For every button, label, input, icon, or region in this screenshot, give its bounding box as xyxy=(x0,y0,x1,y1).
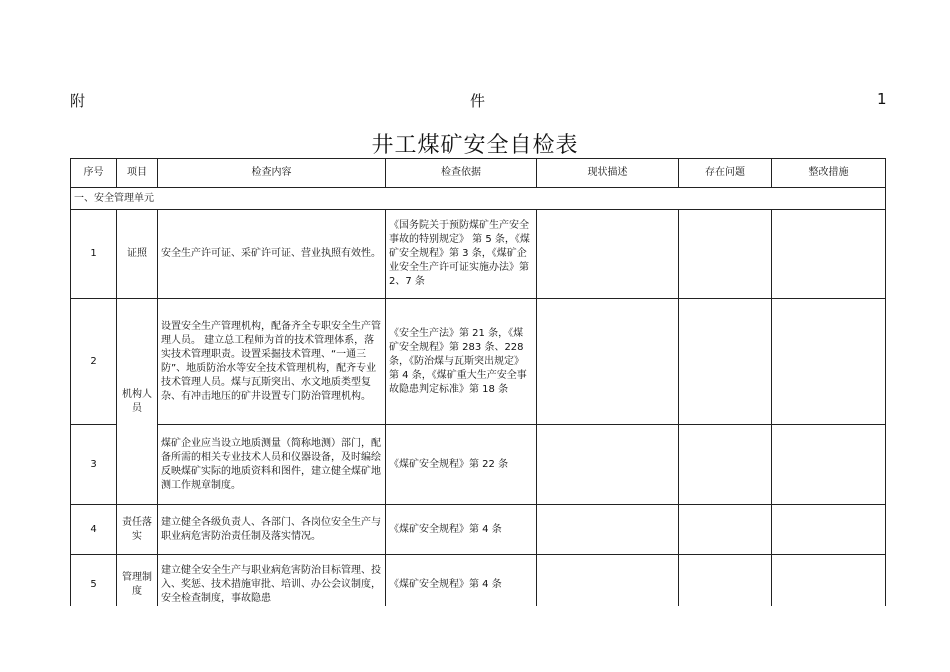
row-status-cell xyxy=(537,210,679,299)
header-no: 序号 xyxy=(71,159,117,188)
row-content: 设置安全生产管理机构，配备齐全专职安全生产管理人员。 建立总工程师为首的技术管理体系，落实技术管理职责。设置采掘技术管理、“一通三防”、地质防治水等安全技术管理机构，配齐专业技术管理人员。煤与瓦斯突出、水文地质类型复杂、有冲击地压的矿井设置专门防治管理机构。 xyxy=(158,299,386,425)
row-basis: 《国务院关于预防煤矿生产安全事故的特别规定》 第 5 条，《煤矿安全规程》第 3 条，《煤矿企业安全生产许可证实施办法》第 2、7 条 xyxy=(386,210,537,299)
row-measures-cell xyxy=(772,425,886,505)
row-number: 1 xyxy=(71,210,117,299)
page-bottom-margin xyxy=(0,606,950,672)
row-content: 煤矿企业应当设立地质测量（简称地测）部门，配备所需的相关专业技术人员和仪器设备，及时编绘反映煤矿实际的地质资料和图件，建立健全煤矿地测工作规章制度。 xyxy=(158,425,386,505)
header-status: 现状描述 xyxy=(537,159,679,188)
row-issues-cell xyxy=(679,425,772,505)
row-number: 3 xyxy=(71,425,117,505)
header-basis: 检查依据 xyxy=(386,159,537,188)
header-item: 项目 xyxy=(117,159,158,188)
table-row xyxy=(71,299,886,425)
row-number: 5 xyxy=(71,555,117,615)
row-status-cell xyxy=(537,299,679,425)
attachment-label-left: 附 xyxy=(70,92,86,110)
header-content: 检查内容 xyxy=(158,159,386,188)
section-row xyxy=(71,188,886,210)
section-title: 一、安全管理单元 xyxy=(71,188,886,210)
row-item: 责任落实 xyxy=(117,505,158,555)
table-row xyxy=(71,505,886,555)
inspection-table xyxy=(70,158,886,615)
row-content: 安全生产许可证、采矿许可证、营业执照有效性。 xyxy=(158,210,386,299)
page-title: 井工煤矿安全自检表 xyxy=(371,133,579,158)
row-issues-cell xyxy=(679,505,772,555)
header-issues: 存在问题 xyxy=(679,159,772,188)
row-issues-cell xyxy=(679,299,772,425)
row-basis: 《煤矿安全规程》第 22 条 xyxy=(386,425,537,505)
row-measures-cell xyxy=(772,210,886,299)
attachment-number: 1 xyxy=(877,90,887,108)
row-basis: 《煤矿安全规程》第 4 条 xyxy=(386,505,537,555)
header-measures: 整改措施 xyxy=(772,159,886,188)
row-number: 2 xyxy=(71,299,117,425)
attachment-label-mid: 件 xyxy=(470,92,486,110)
row-content: 建立健全安全生产与职业病危害防治目标管理、投入、奖惩、技术措施审批、培训、办公会议制度，安全检查制度，事故隐患 xyxy=(158,555,386,615)
row-basis: 《煤矿安全规程》第 4 条 xyxy=(386,555,537,615)
table-header-row xyxy=(71,159,886,188)
row-content: 建立健全各级负责人、各部门、各岗位安全生产与职业病危害防治责任制及落实情况。 xyxy=(158,505,386,555)
row-status-cell xyxy=(537,425,679,505)
row-item: 管理制度 xyxy=(117,555,158,615)
row-number: 4 xyxy=(71,505,117,555)
row-item: 证照 xyxy=(117,210,158,299)
row-item: 机构人员 xyxy=(117,299,158,505)
row-measures-cell xyxy=(772,505,886,555)
table-row xyxy=(71,210,886,299)
row-measures-cell xyxy=(772,299,886,425)
table-row xyxy=(71,425,886,505)
row-issues-cell xyxy=(679,210,772,299)
row-status-cell xyxy=(537,505,679,555)
row-basis: 《安全生产法》第 21 条，《煤矿安全规程》第 283 条、228 条，《防治煤与瓦斯突出规定》第 4 条，《煤矿重大生产安全事故隐患判定标准》第 18 条 xyxy=(386,299,537,425)
